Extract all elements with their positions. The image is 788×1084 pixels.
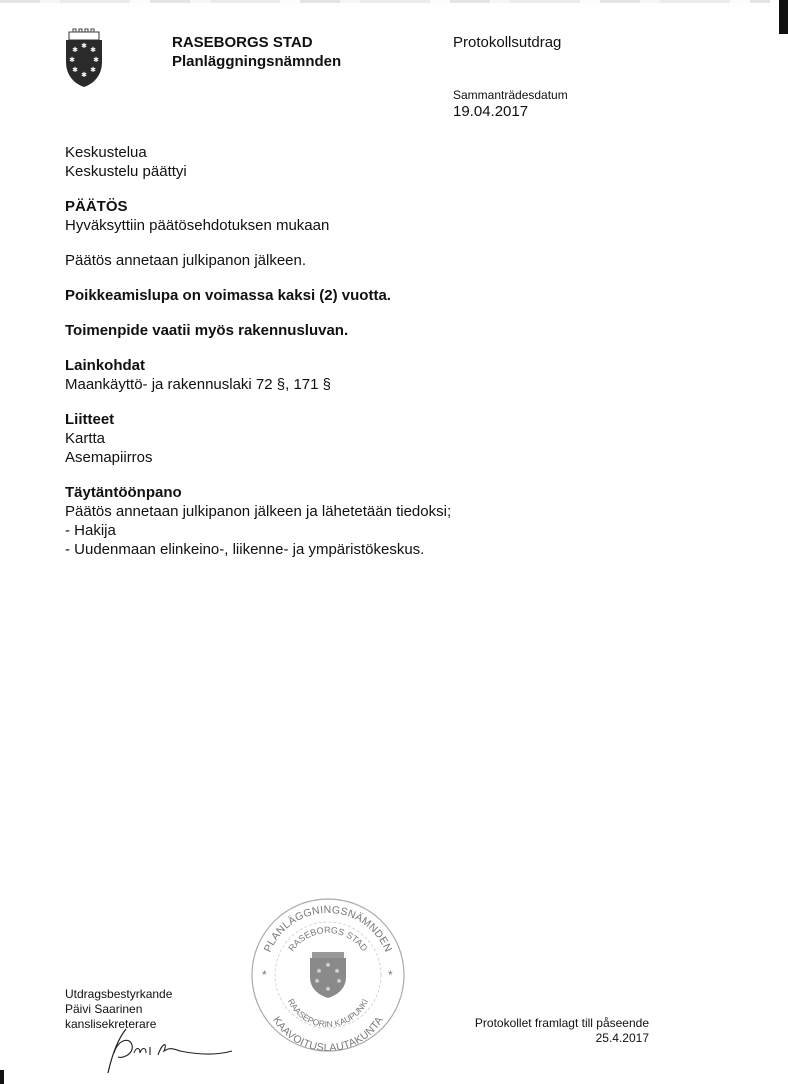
attachment-item: Kartta [65, 430, 106, 447]
svg-text:RASEBORGS STAD: RASEBORGS STAD [286, 924, 370, 954]
organization-name [172, 33, 341, 71]
svg-text:✱: ✱ [81, 71, 87, 79]
posted-label: Protokollet framlagt till påseende [474, 1016, 649, 1030]
certifier-name: Päivi Saarinen [65, 1002, 143, 1016]
legal-text: Maankäyttö- ja rakennuslaki 72 §, 171 § [65, 376, 331, 393]
execution-heading: Täytäntöönpano [65, 484, 182, 501]
svg-text:✱: ✱ [314, 979, 320, 985]
document-type: Protokollsutdrag [453, 34, 562, 51]
svg-text:✱: ✱ [325, 963, 331, 969]
legal-heading: Lainkohdat [65, 357, 146, 374]
meeting-date-label: Sammanträdesdatum [453, 88, 568, 102]
certifier-label: Utdragsbestyrkande [65, 987, 173, 1001]
city-name: RASEBORGS STAD [172, 34, 313, 51]
decision-text: Hyväksyttiin päätösehdotuksen mukaan [65, 217, 330, 234]
handwritten-signature [100, 1025, 240, 1075]
decision-heading: PÄÄTÖS [65, 198, 128, 215]
svg-text:✱: ✱ [72, 66, 78, 74]
svg-text:✱: ✱ [336, 979, 342, 985]
svg-text:✱: ✱ [81, 42, 87, 50]
validity-note: Poikkeamislupa on voimassa kaksi (2) vuotta. [65, 287, 391, 304]
recipient-item: - Hakija [65, 522, 116, 539]
stamp-crest-icon [310, 952, 346, 998]
committee-name: Planläggningsnämnden [172, 53, 342, 70]
document-body [65, 143, 725, 559]
svg-text:RAASEPORIN KAUPUNKI: RAASEPORIN KAUPUNKI [285, 997, 371, 1030]
svg-text:✱: ✱ [93, 56, 99, 64]
svg-text:*: * [262, 968, 267, 982]
discussion-title: Keskustelua [65, 144, 147, 161]
execution-text: Päätös annetaan julkipanon jälkeen ja lähetetään tiedoksi; [65, 503, 452, 520]
attachments-heading: Liitteet [65, 411, 115, 428]
meeting-date: 19.04.2017 [453, 103, 529, 120]
svg-text:✱: ✱ [69, 56, 75, 64]
official-stamp [248, 895, 408, 1055]
svg-text:KAAVOITUSLAUTAKUNTA: KAAVOITUSLAUTAKUNTA [270, 1014, 386, 1055]
posted-notice [460, 1016, 649, 1046]
svg-text:✱: ✱ [90, 46, 96, 54]
attachment-item: Asemapiirros [65, 449, 153, 466]
svg-text:✱: ✱ [325, 987, 331, 993]
scan-corner-mark [0, 1070, 4, 1084]
svg-text:✱: ✱ [72, 46, 78, 54]
decision-note: Päätös annetaan julkipanon jälkeen. [65, 252, 307, 269]
svg-text:PLANLÄGGNINGSNÄMNDEN: PLANLÄGGNINGSNÄMNDEN [261, 903, 395, 955]
permit-note: Toimenpide vaatii myös rakennusluvan. [65, 322, 349, 339]
svg-text:✱: ✱ [334, 969, 340, 975]
posted-date: 25.4.2017 [595, 1031, 649, 1045]
coat-of-arms-icon [63, 28, 105, 88]
recipient-item: - Uudenmaan elinkeino-, liikenne- ja ympäristökeskus. [65, 541, 425, 558]
discussion-text: Keskustelu päättyi [65, 163, 187, 180]
svg-text:✱: ✱ [90, 66, 96, 74]
certifier-title: kanslisekreterare [65, 1017, 157, 1031]
scan-artifact-top [0, 0, 770, 3]
svg-text:✱: ✱ [316, 969, 322, 975]
svg-text:*: * [388, 968, 393, 982]
scan-corner-mark [779, 0, 788, 34]
